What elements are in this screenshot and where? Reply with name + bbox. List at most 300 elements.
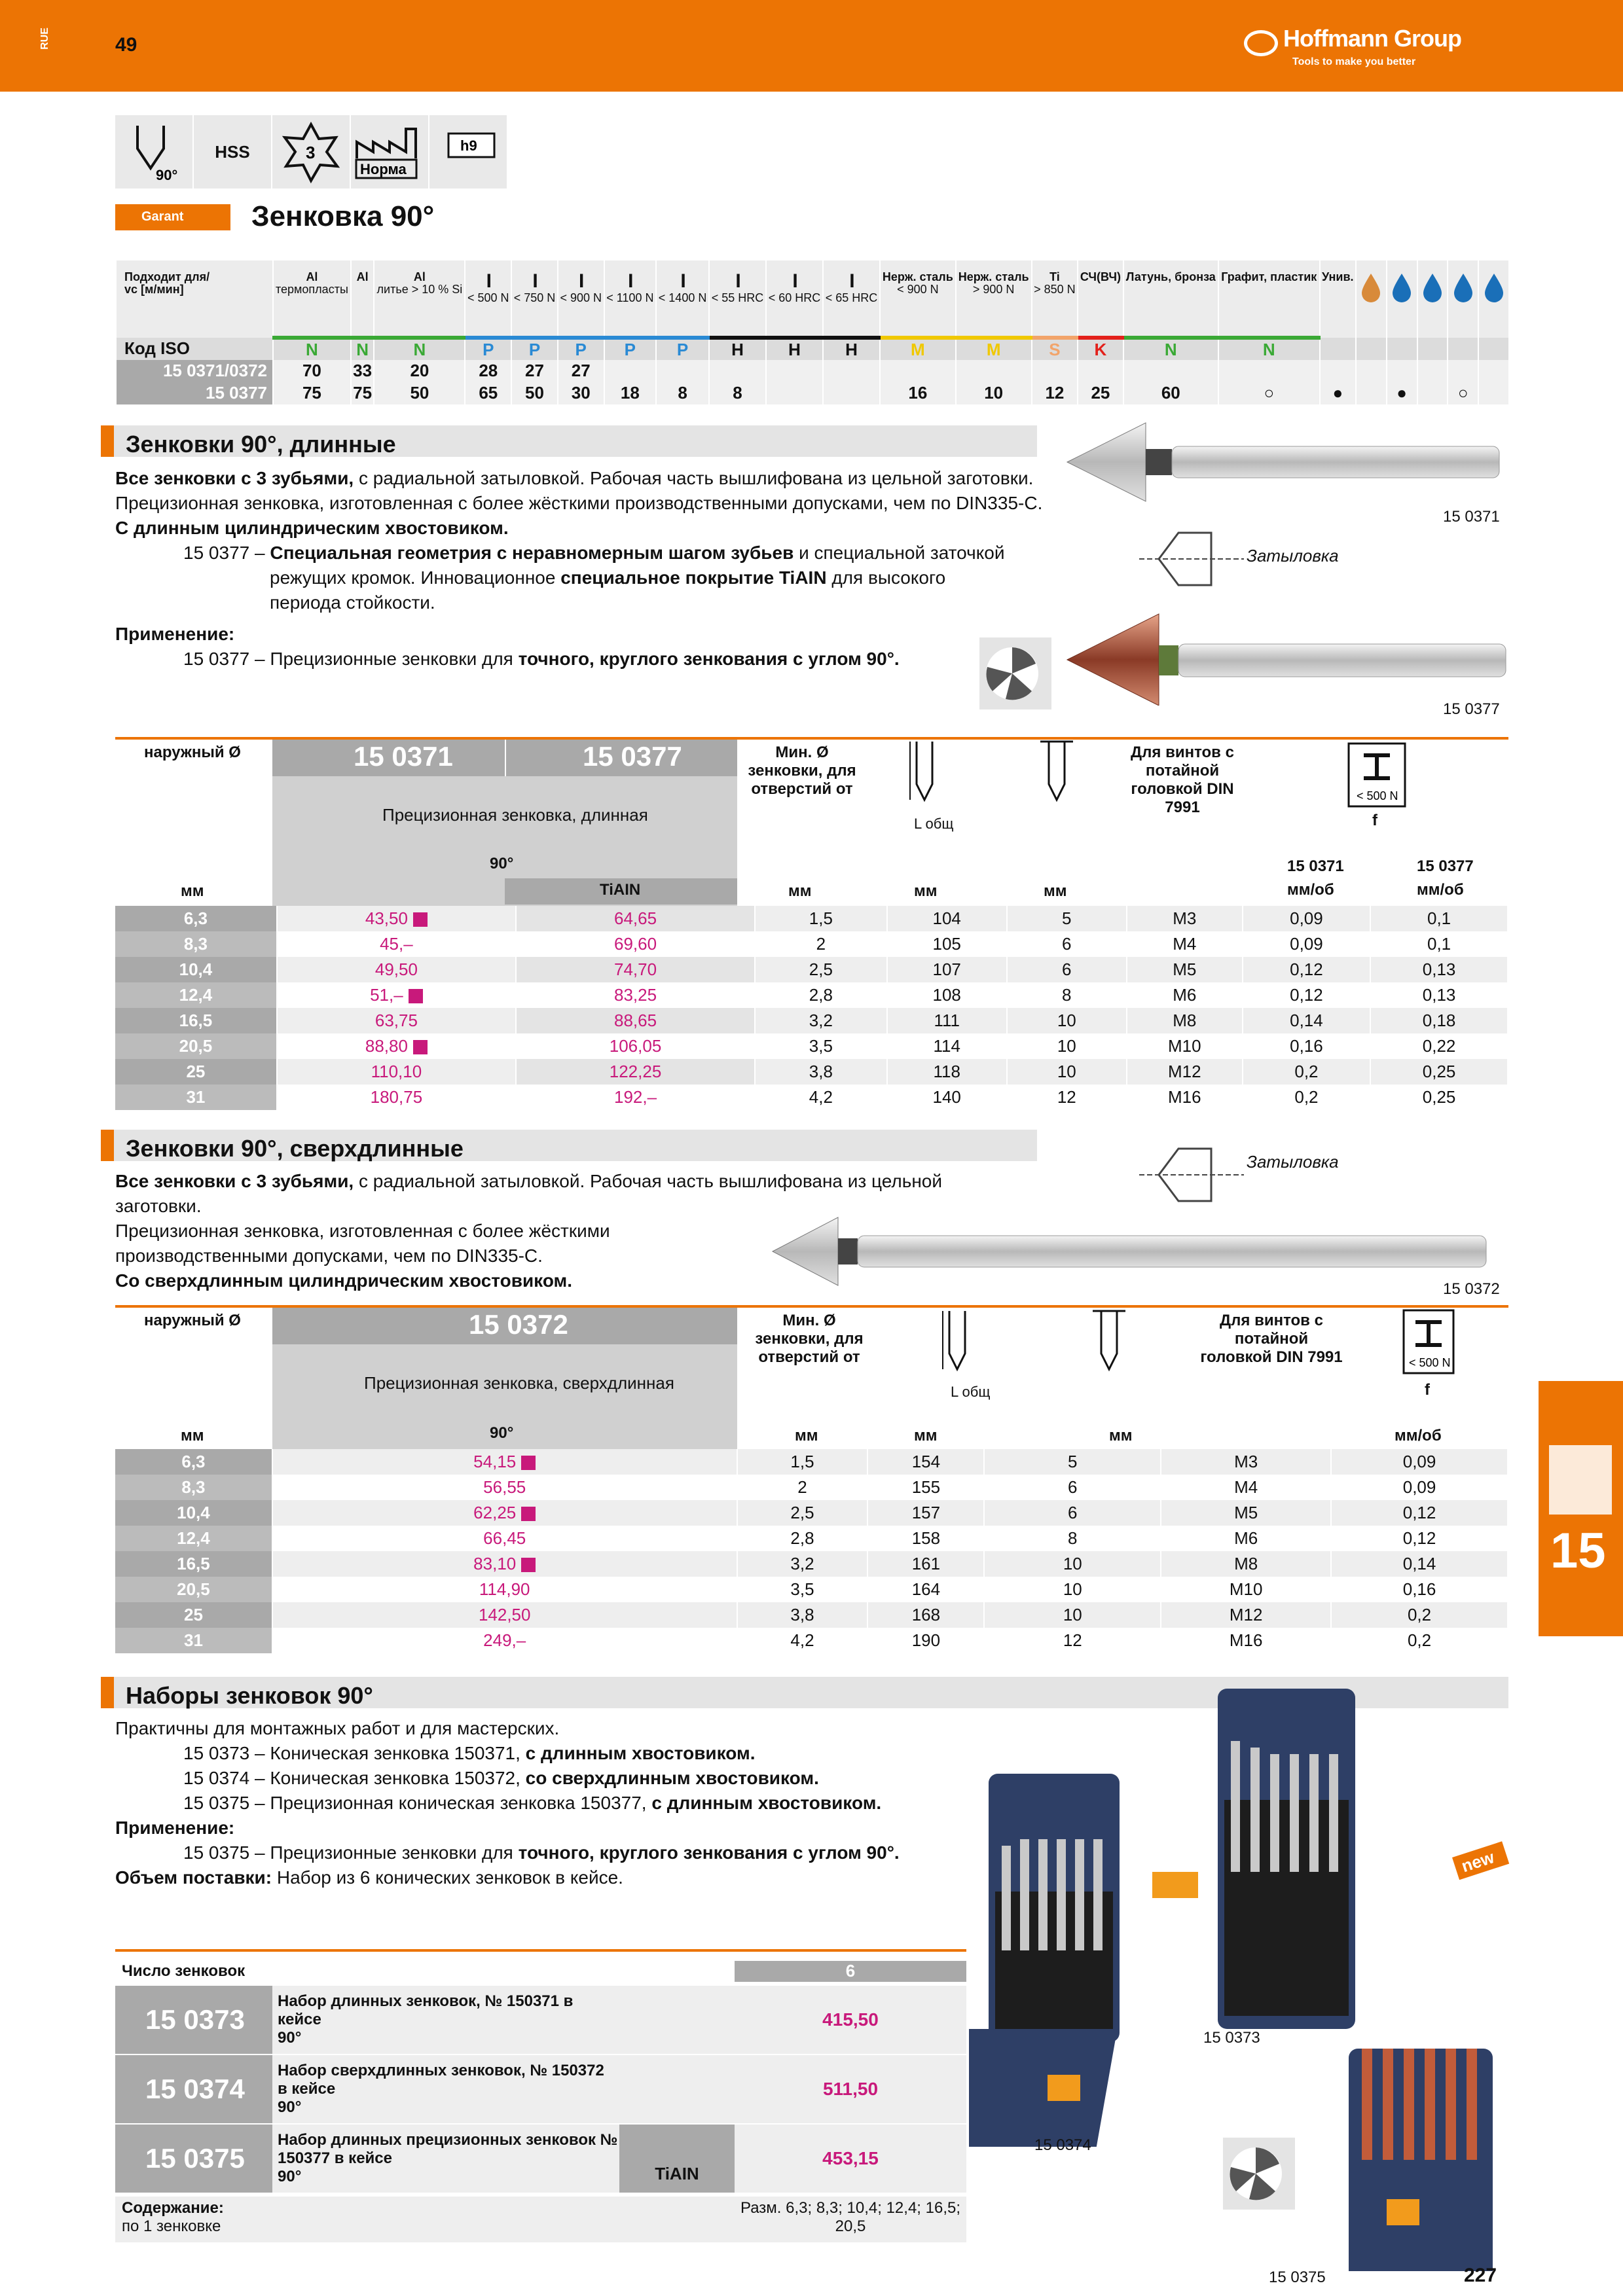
price-150377: 122,25 (516, 1059, 755, 1085)
feed: 0,12 (1331, 1526, 1508, 1551)
outer-dia: 16,5 (115, 1008, 277, 1033)
drop-oil-icon (1356, 260, 1387, 338)
price-150372: 62,25 (272, 1500, 737, 1526)
set-price: 415,50 (822, 2009, 879, 2030)
t1-mmob1: мм/об (1287, 881, 1334, 899)
section-extra-long-text: Все зенковки с 3 зубьями, с радиальной затыловкой. Рабочая часть вышлифована из цельной заготовки. Прецизионная зенковка, изготовленная с более жёсткими производственными допусками, чем по DIN335-C. Со сверхдлинным цилиндрическим хвостовиком. (115, 1171, 943, 1291)
screw-size: M10 (1161, 1577, 1331, 1602)
iso-code-1: N (351, 338, 374, 360)
min-dia: 3,8 (737, 1602, 868, 1628)
screw-size: M10 (1127, 1033, 1243, 1059)
logo-icon (1244, 30, 1278, 56)
t1-desc: Прецизионная зенковка, длинная (382, 805, 648, 825)
feed-150371: 0,12 (1243, 982, 1370, 1008)
screw-size: M3 (1127, 906, 1243, 931)
svg-text:< 500 N: < 500 N (1409, 1356, 1451, 1369)
availability-marker (521, 1456, 536, 1470)
price-150372: 249,– (272, 1628, 737, 1653)
feed-150377: 0,13 (1370, 982, 1508, 1008)
price-150371: 110,10 (277, 1059, 516, 1085)
material-cell: 28 (465, 360, 511, 382)
table-row (115, 1033, 1508, 1059)
total-length: 114 (887, 1033, 1007, 1059)
svg-text:90°: 90° (156, 167, 178, 181)
material-col-15: Латунь, бронза (1123, 260, 1218, 338)
screw-size: M8 (1161, 1551, 1331, 1577)
t2-angle: 90° (490, 1424, 514, 1442)
brand-tagline: Tools to make you better (1292, 56, 1416, 67)
total-length: 104 (887, 906, 1007, 931)
set-price: 511,50 (822, 2079, 879, 2099)
material-cell: 8 (656, 382, 709, 404)
sets-content-row (115, 2197, 966, 2242)
min-dia: 3,5 (737, 1577, 868, 1602)
screw-size: M4 (1127, 931, 1243, 957)
table-row (115, 931, 1508, 957)
page-header (0, 0, 1623, 92)
svg-text:Норма: Норма (360, 161, 407, 177)
price-150371: 49,50 (277, 957, 516, 982)
screw-size: M5 (1161, 1500, 1331, 1526)
min-dia: 4,2 (755, 1085, 887, 1110)
material-col-7: I < 1400 N (656, 260, 709, 338)
t2-outer-dia: наружный Ø (144, 1312, 241, 1329)
price-150372: 83,10 (272, 1551, 737, 1577)
t2-screw: Для винтов с потайной головкой DIN 7991 (1200, 1312, 1343, 1366)
total-length: 118 (887, 1059, 1007, 1085)
set-art: 15 0374 (145, 2073, 245, 2104)
t1-len-label: L общ (914, 816, 954, 832)
table-row (115, 1551, 1508, 1577)
outer-dia: 25 (115, 1602, 272, 1628)
t1-art1: 15 0371 (354, 741, 453, 772)
svg-text:3: 3 (306, 143, 316, 162)
length-icon-2 (938, 1308, 977, 1380)
content-label: Содержание: по 1 зенковке (122, 2199, 224, 2235)
availability-marker (521, 1507, 536, 1521)
section-title-sets: Наборы зенковок 90° (101, 1677, 1508, 1708)
countersink-150372-image (766, 1212, 1506, 1291)
total-length: 164 (867, 1577, 984, 1602)
material-cell: ● (1320, 382, 1356, 404)
material-cell (956, 360, 1032, 382)
material-cell (766, 382, 823, 404)
price-150377: 69,60 (516, 931, 755, 957)
material-col-16: Графит, пластик (1218, 260, 1320, 338)
countersink-150377-image (1061, 607, 1519, 706)
material-cell: 18 (604, 382, 657, 404)
set-art: 15 0375 (145, 2143, 245, 2174)
price-150371: 45,– (277, 931, 516, 957)
material-cell (656, 360, 709, 382)
t2-min-dia: Мин. Ø зенковки, для отверстий от (755, 1312, 864, 1366)
material-col-17: Унив. (1320, 260, 1356, 338)
total-length: 140 (887, 1085, 1007, 1110)
material-cell: 70 (273, 360, 351, 382)
img-label-150374: 15 0374 (1034, 2136, 1091, 2154)
set-price: 453,15 (822, 2148, 879, 2168)
material-cell (1123, 360, 1218, 382)
table-row (115, 1085, 1508, 1110)
screw-gap: 6 (984, 1500, 1161, 1526)
material-cell (1478, 360, 1508, 382)
chapter-tab (1539, 1381, 1623, 1636)
feed-150377: 0,25 (1370, 1059, 1508, 1085)
t2-mm4: мм (1109, 1427, 1133, 1444)
material-col-6: I < 1100 N (604, 260, 657, 338)
set-desc: Набор длинных зенковок, № 150371 в кейсе 90° (278, 1992, 574, 2047)
material-cell (1356, 382, 1387, 404)
iso-code-12: M (956, 338, 1032, 360)
material-cell: 33 (351, 360, 374, 382)
outer-dia: 10,4 (115, 1500, 272, 1526)
screw-gap: 10 (984, 1577, 1161, 1602)
feed: 0,2 (1331, 1602, 1508, 1628)
feed-150371: 0,14 (1243, 1008, 1370, 1033)
min-dia: 2 (737, 1475, 868, 1500)
set-coat (619, 1986, 735, 2054)
screw-size: M12 (1127, 1059, 1243, 1085)
material-cell: ○ (1218, 382, 1320, 404)
relief-diagram-2 (1139, 1139, 1336, 1217)
t1-f: f (1372, 812, 1377, 829)
availability-marker (409, 989, 423, 1003)
outer-dia: 31 (115, 1085, 277, 1110)
material-cell: 50 (511, 382, 558, 404)
outer-dia: 20,5 (115, 1033, 277, 1059)
table-row (115, 982, 1508, 1008)
outer-dia: 25 (115, 1059, 277, 1085)
price-150377: 64,65 (516, 906, 755, 931)
img-label-150371: 15 0371 (1443, 508, 1500, 526)
total-length: 168 (867, 1602, 984, 1628)
material-cell: 27 (511, 360, 558, 382)
uneven-pitch-icon (979, 637, 1051, 709)
img-label-150377: 15 0377 (1443, 700, 1500, 718)
screw-size: M3 (1161, 1449, 1331, 1475)
material-row-code: 15 0377 (116, 382, 273, 404)
feed: 0,12 (1331, 1500, 1508, 1526)
availability-marker (521, 1558, 536, 1572)
price-150372: 66,45 (272, 1526, 737, 1551)
material-cell: 25 (1078, 382, 1123, 404)
screw-gap: 12 (984, 1628, 1161, 1653)
price-150371: 51,– (277, 982, 516, 1008)
total-length: 161 (867, 1551, 984, 1577)
material-cell (1448, 360, 1478, 382)
svg-text:h9: h9 (460, 137, 477, 154)
screw-size: M12 (1161, 1602, 1331, 1628)
table-row (115, 1628, 1508, 1653)
t1-min-dia: Мин. Ø зенковки, для отверстий от (748, 744, 856, 798)
relief-label-2: Затыловка (1247, 1152, 1339, 1172)
material-cell: 20 (374, 360, 465, 382)
screw-size: M5 (1127, 957, 1243, 982)
set-coat: TiAIN (619, 2125, 735, 2193)
no-coolant-icon (1448, 260, 1478, 338)
t1-coat: TiAIN (600, 881, 641, 899)
relief-label-1: Затыловка (1247, 546, 1339, 565)
chapter-number: 15 (1550, 1523, 1606, 1579)
material-cell (1032, 360, 1078, 382)
price-150372: 114,90 (272, 1577, 737, 1602)
outer-dia: 6,3 (115, 906, 277, 931)
table-row (115, 957, 1508, 982)
iso-code-4: P (511, 338, 558, 360)
iso-code-22 (1478, 338, 1508, 360)
length-icon (905, 738, 944, 810)
price-150377: 88,65 (516, 1008, 755, 1033)
outer-dia: 16,5 (115, 1551, 272, 1577)
set-row (115, 1986, 966, 2055)
set-row (115, 2125, 966, 2194)
material-cell (823, 360, 880, 382)
feed: 0,09 (1331, 1449, 1508, 1475)
screw-gap: 12 (1007, 1085, 1127, 1110)
outer-dia: 8,3 (115, 931, 277, 957)
screw-gap: 10 (984, 1602, 1161, 1628)
material-cell: 65 (465, 382, 511, 404)
feed-150377: 0,1 (1370, 906, 1508, 931)
material-col-5: I < 900 N (558, 260, 604, 338)
t1-mm2: мм (788, 882, 812, 900)
svg-text:< 500 N: < 500 N (1357, 789, 1398, 802)
teeth-icon (272, 115, 350, 188)
table-row (115, 1008, 1508, 1033)
feed-150377: 0,25 (1370, 1085, 1508, 1110)
t1-art2: 15 0377 (583, 741, 682, 772)
spray-icon (1417, 260, 1448, 338)
uneven-pitch-icon-2 (1223, 2138, 1295, 2210)
min-dia: 3,2 (755, 1008, 887, 1033)
iso-code-9: H (766, 338, 823, 360)
material-cell: 27 (558, 360, 604, 382)
min-dia: 2,8 (755, 982, 887, 1008)
t2-desc: Прецизионная зенковка, сверхдлинная (364, 1373, 674, 1393)
total-length: 158 (867, 1526, 984, 1551)
outer-dia: 12,4 (115, 1526, 272, 1551)
page-number-bottom: 227 (1464, 2265, 1497, 2286)
screw-gap: 10 (1007, 1008, 1127, 1033)
t1-screw: Для винтов с потайной головкой DIN 7991 (1131, 744, 1234, 816)
screw-gap: 5 (1007, 906, 1127, 931)
table-150372 (115, 1449, 1508, 1653)
t1-mm4: мм (1044, 882, 1067, 900)
feed-150371: 0,2 (1243, 1085, 1370, 1110)
tolerance-icon (429, 115, 507, 188)
material-cell: 60 (1123, 382, 1218, 404)
feed: 0,2 (1331, 1628, 1508, 1653)
min-dia: 1,5 (737, 1449, 868, 1475)
material-cell (1356, 360, 1387, 382)
price-150377: 74,70 (516, 957, 755, 982)
iso-code-0: N (273, 338, 351, 360)
iso-code-20 (1417, 338, 1448, 360)
set-desc: Набор длинных прецизионных зенковок № 150377 в кейсе 90° (278, 2131, 618, 2185)
screw-size: M4 (1161, 1475, 1331, 1500)
screw-gap: 10 (1007, 1059, 1127, 1085)
iso-label: Код ISO (116, 338, 273, 360)
material-col-9: I < 60 HRC (766, 260, 823, 338)
material-cell: ● (1387, 382, 1417, 404)
iso-code-11: M (880, 338, 956, 360)
countersink-profile-icon-2 (1089, 1308, 1129, 1380)
material-col-8: I < 55 HRC (709, 260, 766, 338)
total-length: 155 (867, 1475, 984, 1500)
total-length: 105 (887, 931, 1007, 957)
countersink-150371-image (1054, 416, 1512, 514)
material-cell: 16 (880, 382, 956, 404)
material-cell: 8 (709, 382, 766, 404)
material-table (115, 260, 1508, 404)
feed-150377: 0,22 (1370, 1033, 1508, 1059)
screw-size: M6 (1127, 982, 1243, 1008)
material-cell (766, 360, 823, 382)
outer-dia: 20,5 (115, 1577, 272, 1602)
total-length: 111 (887, 1008, 1007, 1033)
price-150377: 83,25 (516, 982, 755, 1008)
min-dia: 3,8 (755, 1059, 887, 1085)
iso-code-6: P (604, 338, 657, 360)
material-col-11: Нерж. сталь < 900 N (880, 260, 956, 338)
set-coat (619, 2055, 735, 2123)
price-150371: 180,75 (277, 1085, 516, 1110)
t2-mm3: мм (914, 1427, 938, 1444)
iso-code-5: P (558, 338, 604, 360)
material-cell (1478, 382, 1508, 404)
screw-gap: 8 (984, 1526, 1161, 1551)
screw-gap: 8 (1007, 982, 1127, 1008)
screw-gap: 6 (984, 1475, 1161, 1500)
total-length: 107 (887, 957, 1007, 982)
material-col-14: СЧ(ВЧ) (1078, 260, 1123, 338)
iso-code-3: P (465, 338, 511, 360)
count-value: 6 (735, 1961, 966, 1982)
screw-size: M6 (1161, 1526, 1331, 1551)
img-label-150372: 15 0372 (1443, 1280, 1500, 1298)
min-dia: 3,5 (755, 1033, 887, 1059)
iso-code-18 (1356, 338, 1387, 360)
sets-rows (115, 1986, 966, 2194)
countersink-profile-icon (1037, 738, 1076, 810)
material-col-12: Нерж. сталь > 900 N (956, 260, 1032, 338)
set-row (115, 2055, 966, 2125)
t1-angle: 90° (490, 855, 514, 872)
iso-code-16: N (1218, 338, 1320, 360)
feed-150377: 0,18 (1370, 1008, 1508, 1033)
material-cell: 12 (1032, 382, 1078, 404)
screw-size: M16 (1161, 1628, 1331, 1653)
material-cell: 30 (558, 382, 604, 404)
min-dia: 2,5 (737, 1500, 868, 1526)
t1-mm: мм (181, 882, 204, 900)
t2-mmob: мм/об (1395, 1427, 1442, 1444)
price-150371: 43,50 (277, 906, 516, 931)
min-dia: 2,8 (737, 1526, 868, 1551)
min-dia: 3,2 (737, 1551, 868, 1577)
page-title: Зенковка 90° (251, 200, 435, 232)
t1-mm3: мм (914, 882, 938, 900)
feed-150371: 0,2 (1243, 1059, 1370, 1085)
table-row (115, 1577, 1508, 1602)
screw-size: M16 (1127, 1085, 1243, 1110)
section-title-extra-long: Зенковки 90°, сверхдлинные (101, 1130, 1037, 1161)
material-cell (1218, 360, 1320, 382)
screw-gap: 5 (984, 1449, 1161, 1475)
img-label-150373: 15 0373 (1203, 2029, 1260, 2047)
table-row (115, 1602, 1508, 1628)
material-col-2: Al литье > 10 % Si (374, 260, 465, 338)
material-cell: 75 (351, 382, 374, 404)
iso-code-10: H (823, 338, 880, 360)
t2-mm: мм (181, 1427, 204, 1444)
brand-logo (1244, 25, 1519, 77)
table-row (115, 1059, 1508, 1085)
svg-text:new: new (1459, 1847, 1497, 1876)
iso-code-15: N (1123, 338, 1218, 360)
table-row (115, 1500, 1508, 1526)
table-row (115, 1526, 1508, 1551)
section-title-long: Зенковки 90°, длинные (101, 425, 1037, 457)
sets-table-top (115, 1949, 966, 1952)
feed-150371: 0,09 (1243, 931, 1370, 957)
norm-icon (351, 115, 428, 188)
material-cell (1417, 360, 1448, 382)
table-row (115, 1449, 1508, 1475)
availability-marker (413, 912, 428, 927)
section-sets-text: Практичны для монтажных работ и для мастерских. 15 0373 – Коническая зенковка 150371, с длинным хвостовиком. 15 0374 – Коническая зенковка 150372, со сверхдлинным хвостовиком. 15 0375 – Прецизионная коническая зенковка 150377, с длинным хвостовиком. Применение: 15 0375 – Прецизионные зенковки для точного, круглого зенкования с углом 90°. Объем поставки: Набор из 6 конических зенковок в кейсе. (115, 1718, 900, 1888)
drop-water-icon (1387, 260, 1417, 338)
outer-dia: 8,3 (115, 1475, 272, 1500)
force-icon-2 (1402, 1309, 1455, 1374)
availability-marker (413, 1040, 428, 1054)
total-length: 108 (887, 982, 1007, 1008)
iso-code-7: P (656, 338, 709, 360)
set-desc: Набор сверхдлинных зенковок, № 150372 в кейсе 90° (278, 2062, 604, 2116)
feed-150371: 0,09 (1243, 906, 1370, 931)
price-150377: 192,– (516, 1085, 755, 1110)
garant-badge: Garant (115, 204, 230, 230)
table-150371-150377 (115, 906, 1508, 1110)
price-150372: 56,55 (272, 1475, 737, 1500)
material-col-10: I < 65 HRC (823, 260, 880, 338)
min-dia: 2 (755, 931, 887, 957)
material-cell (1320, 360, 1356, 382)
t2-art: 15 0372 (469, 1309, 568, 1340)
table-row (115, 1475, 1508, 1500)
feed-150371: 0,12 (1243, 957, 1370, 982)
iso-code-14: K (1078, 338, 1123, 360)
sizes: Разм. 6,3; 8,3; 10,4; 12,4; 16,5; 20,5 (740, 2199, 960, 2235)
material-col-3: I < 500 N (465, 260, 511, 338)
table-row (115, 906, 1508, 931)
outer-dia: 10,4 (115, 957, 277, 982)
material-cell (1078, 360, 1123, 382)
price-150377: 106,05 (516, 1033, 755, 1059)
feed-150371: 0,16 (1243, 1033, 1370, 1059)
screw-gap: 10 (984, 1551, 1161, 1577)
total-length: 157 (867, 1500, 984, 1526)
iso-code-2: N (374, 338, 465, 360)
material-col-1: Al (351, 260, 374, 338)
material-cell: 50 (374, 382, 465, 404)
material-cell: 75 (273, 382, 351, 404)
force-icon (1347, 742, 1406, 808)
feed-150377: 0,1 (1370, 931, 1508, 957)
total-length: 190 (867, 1628, 984, 1653)
material-cell (1417, 382, 1448, 404)
iso-code-17 (1320, 338, 1356, 360)
